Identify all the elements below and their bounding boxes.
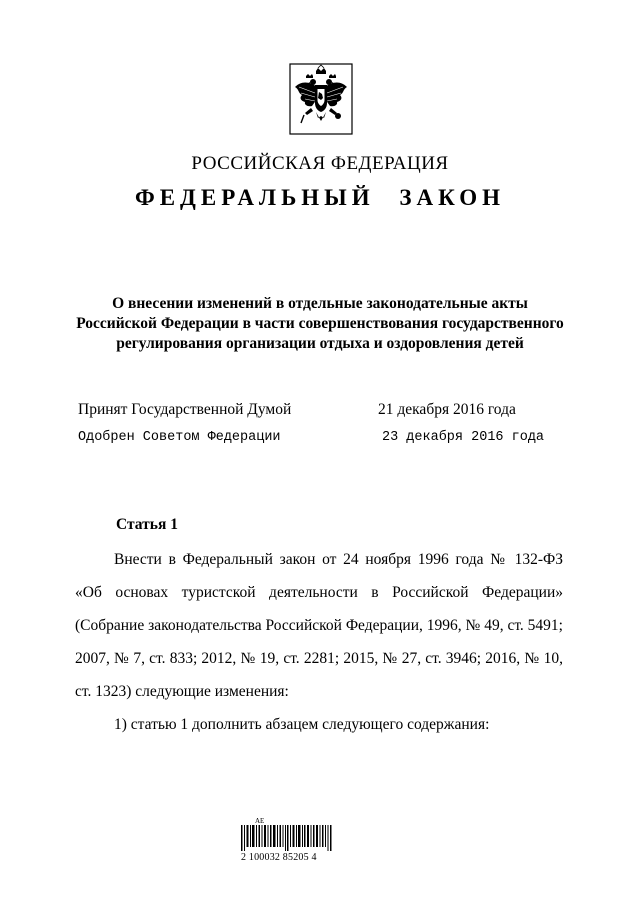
law-title-line: Российской Федерации в части совершенствования государственного bbox=[76, 315, 564, 332]
article-heading: Статья 1 bbox=[116, 516, 178, 533]
article-body bbox=[75, 543, 563, 741]
article-line: Внести в Федеральный закон от 24 ноября 1996 года № 132-ФЗ bbox=[114, 551, 563, 568]
barcode-bars bbox=[241, 825, 333, 851]
article-line: 2007, № 7, ст. 833; 2012, № 19, ст. 2281; 2015, № 27, ст. 3946; 2016, № 10, bbox=[75, 650, 563, 667]
law-title bbox=[60, 294, 580, 354]
barcode bbox=[241, 817, 333, 865]
law-type-heading: ФЕДЕРАЛЬНЫЙ ЗАКОН bbox=[134, 185, 506, 210]
article-line: ст. 1323) следующие изменения: bbox=[75, 683, 289, 700]
article-line: (Собрание законодательства Российской Федерации, 1996, № 49, ст. 5491; bbox=[75, 617, 563, 634]
barcode-mark-icon: АЕ bbox=[255, 817, 265, 825]
coat-of-arms-emblem bbox=[289, 63, 353, 135]
barcode-number: 2 100032 85205 4 bbox=[241, 852, 317, 863]
council-date: 23 декабря 2016 года bbox=[382, 430, 545, 445]
article-line: 1) статью 1 дополнить абзацем следующего содержания: bbox=[114, 716, 490, 733]
duma-date: 21 декабря 2016 года bbox=[378, 401, 516, 418]
duma-label: Принят Государственной Думой bbox=[78, 401, 292, 418]
law-title-line: О внесении изменений в отдельные законодательные акты bbox=[112, 295, 528, 312]
country-name: РОССИЙСКАЯ ФЕДЕРАЦИЯ bbox=[191, 153, 449, 174]
council-label: Одобрен Советом Федерации bbox=[78, 430, 281, 445]
law-title-line: регулирования организации отдыха и оздоровления детей bbox=[116, 335, 524, 352]
article-line: «Об основах туристской деятельности в Российской Федерации» bbox=[75, 584, 563, 601]
